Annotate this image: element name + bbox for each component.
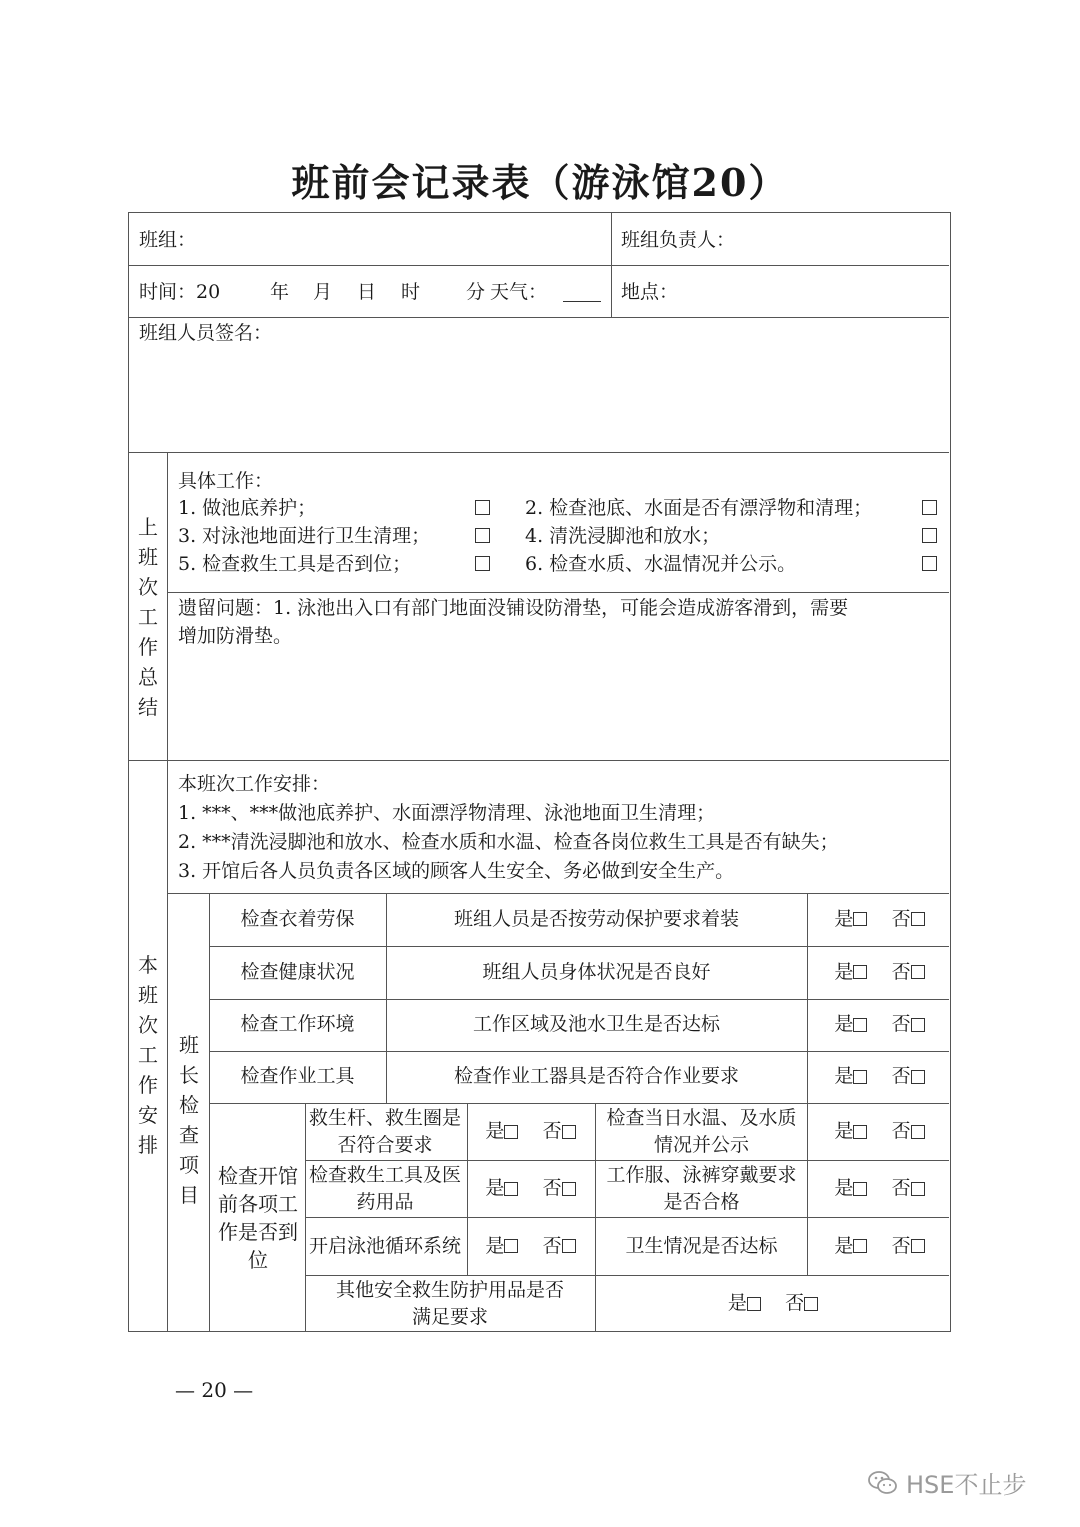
last-shift-side-label: 上班次工作总结 [138,515,158,719]
check-item: 检查工作环境 [240,1013,355,1035]
no-checkbox[interactable] [911,1239,925,1253]
no-checkbox[interactable] [562,1125,576,1139]
page-number: — 20 — [175,1378,254,1402]
task-5: 5. 检查救生工具是否到位； [178,553,412,575]
watermark-text: HSE不止步 [906,1471,1027,1499]
yes-checkbox[interactable] [853,1070,867,1084]
checkbox[interactable] [475,556,490,571]
task-1: 1. 做池底养护； [178,497,317,519]
no-label: 否 [891,1065,911,1087]
check-desc: 检查作业工器具是否符合作业要求 [453,1065,739,1087]
no-checkbox[interactable] [562,1182,576,1196]
checkbox[interactable] [922,500,937,515]
opening-item-right: 工作服、泳裤穿戴要求是否合格 [606,1163,797,1213]
yes-label: 是 [834,960,854,983]
yes-no-option[interactable] [808,946,951,998]
yes-checkbox[interactable] [747,1297,761,1311]
yes-label: 是 [834,1120,854,1142]
no-label: 否 [542,1120,562,1142]
yes-no-option[interactable] [808,1051,951,1102]
checkbox[interactable] [475,528,490,543]
issues-line-1: 遗留问题：1. 泳池出入口有部门地面没铺设防滑垫，可能会造成游客滑到，需要 [178,597,849,619]
hour-label: 时 [401,281,421,303]
yes-checkbox[interactable] [853,912,867,926]
weather-blank [563,301,601,302]
no-label: 否 [891,907,911,930]
opening-item-right: 卫生情况是否达标 [625,1234,778,1257]
time-label: 时间：20 [139,281,221,303]
no-label: 否 [542,1234,562,1257]
yes-no-option[interactable] [808,893,951,945]
no-label: 否 [785,1292,805,1314]
yes-label: 是 [485,1177,505,1199]
no-label: 否 [891,960,911,983]
checkbox[interactable] [475,500,490,515]
yes-no-option[interactable] [808,1104,951,1159]
check-desc: 班组人员是否按劳动保护要求着装 [453,907,739,930]
arrangement-1: 1. ***、***做池底养护、水面漂浮物清理、泳池地面卫生清理； [178,802,716,824]
arrangement-3: 3. 开馆后各人员负责各区域的顾客人生安全、务必做到安全生产。 [178,860,735,882]
opening-check-label: 检查开馆前各项工作是否到位 [218,1164,298,1272]
year-label: 年 [270,281,290,303]
no-checkbox[interactable] [911,1125,925,1139]
check-item: 检查衣着劳保 [240,907,355,930]
no-checkbox[interactable] [911,1182,925,1196]
yes-label: 是 [727,1292,747,1314]
checkbox[interactable] [922,528,937,543]
no-checkbox[interactable] [911,965,925,979]
yes-no-option[interactable] [596,1276,950,1331]
opening-item-left: 开启泳池循环系统 [308,1234,461,1257]
task-2: 2. 检查池底、水面是否有漂浮物和清理； [525,497,873,519]
yes-label: 是 [834,1013,854,1035]
check-desc: 班组人员身体状况是否良好 [482,960,711,983]
no-checkbox[interactable] [804,1297,818,1311]
task-3: 3. 对泳池地面进行卫生清理； [178,525,431,547]
yes-checkbox[interactable] [504,1239,518,1253]
yes-checkbox[interactable] [504,1182,518,1196]
opening-item-right: 检查当日水温、及水质情况并公示 [606,1106,797,1156]
yes-label: 是 [834,1234,854,1257]
yes-no-option[interactable] [467,1218,594,1274]
location-label: 地点： [621,281,679,303]
no-label: 否 [891,1234,911,1257]
task-4: 4. 清洗浸脚池和放水； [525,525,721,547]
no-label: 否 [891,1120,911,1142]
minute-label: 分 [466,281,486,303]
work-title: 具体工作： [178,470,274,492]
yes-label: 是 [834,1177,854,1199]
no-label: 否 [542,1177,562,1199]
no-label: 否 [891,1013,911,1035]
wechat-icon [868,1470,898,1496]
arrangement-2: 2. ***清洗浸脚池和放水、检查水质和水温、检查各岗位救生工具是否有缺失； [178,831,839,853]
check-desc: 工作区域及池水卫生是否达标 [472,1013,720,1035]
task-6: 6. 检查水质、水温情况并公示。 [525,553,797,575]
weather-label: 天气： [490,281,548,303]
yes-label: 是 [834,1065,854,1087]
month-label: 月 [313,281,333,303]
yes-checkbox[interactable] [853,1125,867,1139]
opening-item-left: 救生杆、救生圈是否符合要求 [308,1106,461,1156]
check-items-label: 班长检查项目 [179,1033,199,1207]
watermark [868,1465,1026,1500]
no-checkbox[interactable] [562,1239,576,1253]
yes-label: 是 [485,1234,505,1257]
yes-label: 是 [485,1120,505,1142]
yes-checkbox[interactable] [853,965,867,979]
team-label: 班组： [139,229,197,251]
arrangement-title: 本班次工作安排： [178,773,331,795]
yes-checkbox[interactable] [853,1182,867,1196]
yes-no-option[interactable] [467,1161,594,1216]
no-checkbox[interactable] [911,1018,925,1032]
opening-item-left: 检查救生工具及医药用品 [308,1163,461,1213]
yes-checkbox[interactable] [853,1239,867,1253]
this-shift-side-label: 本班次工作安排 [138,953,158,1157]
page-title: 班前会记录表（游泳馆20） [291,160,789,205]
day-label: 日 [357,281,377,303]
yes-no-option[interactable] [808,999,951,1050]
opening-item-last: 其他安全救生防护用品是否满足要求 [335,1278,564,1328]
leader-label: 班组负责人： [621,229,736,251]
yes-checkbox[interactable] [853,1018,867,1032]
check-item: 检查作业工具 [240,1065,355,1087]
checkbox[interactable] [922,556,937,571]
issues-line-2: 增加防滑垫。 [178,625,293,647]
yes-label: 是 [834,907,854,930]
signature-label: 班组人员签名： [139,322,273,344]
yes-checkbox[interactable] [504,1125,518,1139]
no-label: 否 [891,1177,911,1199]
yes-no-option[interactable] [808,1218,951,1274]
no-checkbox[interactable] [911,912,925,926]
check-item: 检查健康状况 [240,960,355,983]
no-checkbox[interactable] [911,1070,925,1084]
yes-no-option[interactable] [808,1161,951,1216]
yes-no-option[interactable] [467,1104,594,1159]
